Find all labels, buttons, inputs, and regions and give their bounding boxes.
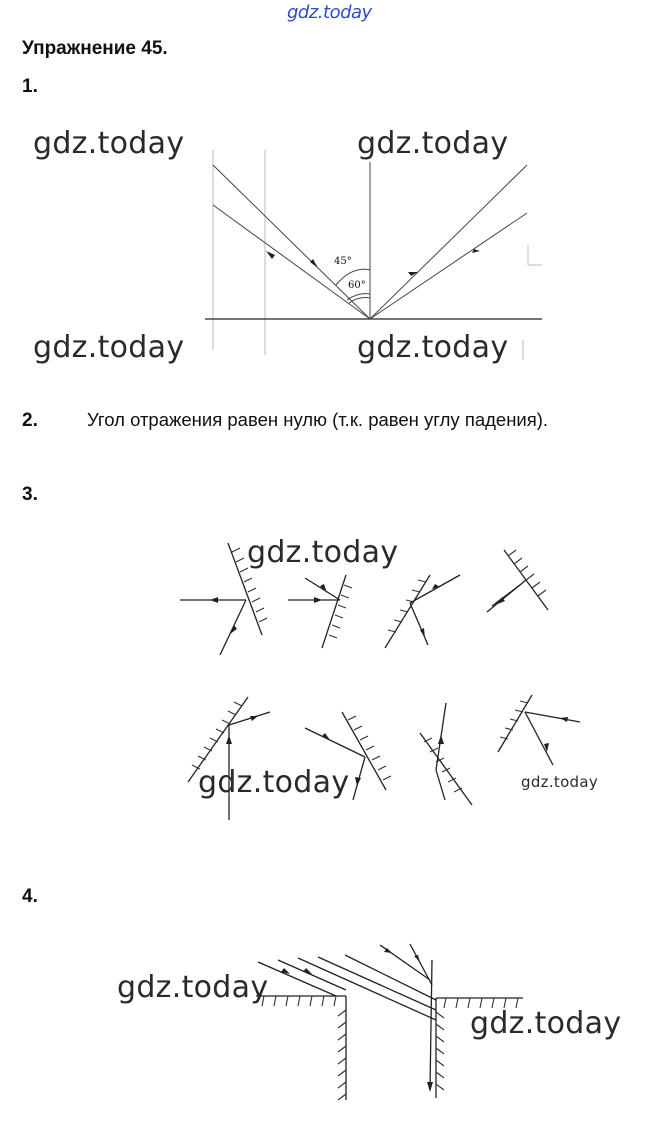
watermark: gdz.today <box>247 535 399 570</box>
exercise-title: Упражнение 45. <box>22 38 168 59</box>
item-number-3: 3. <box>22 484 38 505</box>
item-number-1: 1. <box>22 76 38 97</box>
watermark: gdz.today <box>198 765 350 800</box>
item-number-4: 4. <box>22 886 38 907</box>
watermark: gdz.today <box>33 126 185 161</box>
angle-label-45: 45° <box>334 256 352 267</box>
watermark: gdz.today <box>521 773 599 791</box>
watermark: gdz.today <box>357 126 509 161</box>
item-number-2: 2. <box>22 410 38 431</box>
angle-label-60: 60° <box>348 280 366 291</box>
item-2-answer-text: Угол отражения равен нулю (т.к. равен углу падения). <box>87 409 549 430</box>
watermark: gdz.today <box>117 970 269 1005</box>
watermark: gdz.today <box>33 330 185 365</box>
watermark: gdz.today <box>357 330 509 365</box>
site-logo[interactable]: gdz.today <box>287 2 372 23</box>
watermark: gdz.today <box>470 1006 622 1041</box>
